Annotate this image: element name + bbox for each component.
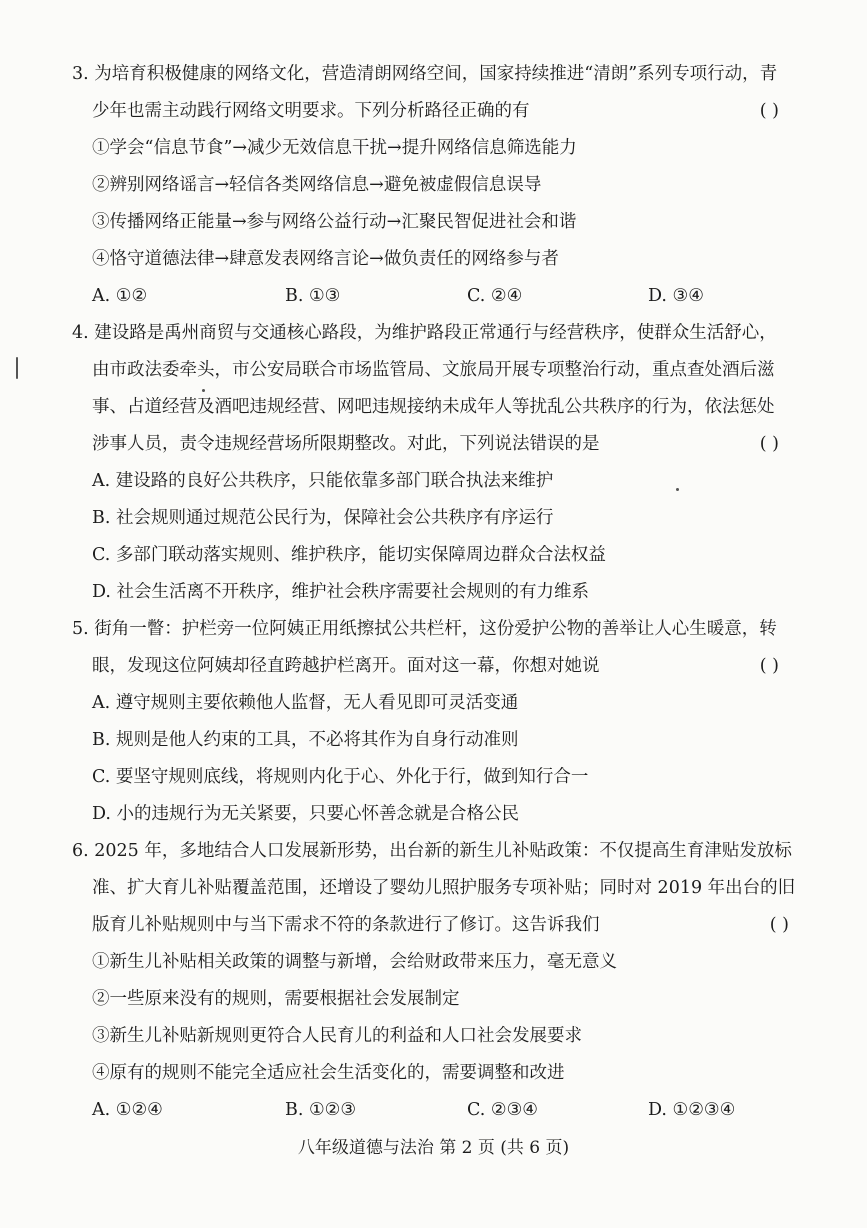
question-4-option-b[interactable]: B. 社会规则通过规范公民行为，保障社会公共秩序有序运行 — [92, 508, 554, 528]
question-5-option-b[interactable]: B. 规则是他人约束的工具，不必将其作为自身行动准则 — [92, 730, 519, 750]
question-3-option-c[interactable]: C. ②④ — [467, 286, 523, 306]
question-6-option-b[interactable]: B. ①②③ — [285, 1100, 357, 1120]
question-3-item-4: ④恪守道德法律→肆意发表网络言论→做负责任的网络参与者 — [92, 249, 559, 269]
question-4-answer-blank[interactable]: ( ) — [759, 434, 779, 454]
question-6-answer-blank[interactable]: ( ) — [769, 915, 789, 935]
question-3-option-b[interactable]: B. ①③ — [285, 286, 341, 306]
question-4-option-d[interactable]: D. 社会生活离不开秩序，维护社会秩序需要社会规则的有力维系 — [92, 582, 590, 602]
question-3-item-1: ①学会“信息节食”→减少无效信息干扰→提升网络信息筛选能力 — [92, 138, 577, 158]
question-3-answer-blank[interactable]: ( ) — [759, 101, 779, 121]
question-3-options — [92, 285, 792, 307]
question-4-stem-line-1: 4. 建设路是禹州商贸与交通核心路段，为维护路段正常通行与经营秩序，使群众生活舒心， — [72, 323, 777, 343]
question-6-item-1: ①新生儿补贴相关政策的调整与新增，会给财政带来压力，毫无意义 — [92, 952, 617, 972]
question-4-stem-line-2: 由市政法委牵头，市公安局联合市场监管局、文旅局开展专项整治行动，重点查处酒后滋 — [92, 360, 775, 380]
question-6-option-c[interactable]: C. ②③④ — [467, 1100, 538, 1120]
question-6-stem-line-3: 版育儿补贴规则中与当下需求不符的条款进行了修订。这告诉我们 — [92, 915, 600, 935]
question-6-item-3: ③新生儿补贴新规则更符合人民育儿的利益和人口社会发展要求 — [92, 1026, 582, 1046]
question-5-stem-line-2: 眼，发现这位阿姨却径直跨越护栏离开。面对这一幕，你想对她说 — [92, 656, 600, 676]
question-6-option-a[interactable]: A. ①②④ — [92, 1100, 163, 1120]
question-5-stem-line-1: 5. 街角一瞥：护栏旁一位阿姨正用纸擦拭公共栏杆，这份爱护公物的善举让人心生暖意，转 — [72, 619, 777, 639]
question-3-item-2: ②辨别网络谣言→轻信各类网络信息→避免被虚假信息误导 — [92, 175, 542, 195]
question-6-option-d[interactable]: D. ①②③④ — [648, 1100, 736, 1120]
question-5-option-c[interactable]: C. 要坚守规则底线，将规则内化于心、外化于行，做到知行合一 — [92, 767, 589, 787]
question-3-option-a[interactable]: A. ①② — [92, 286, 148, 306]
question-6-item-4: ④原有的规则不能完全适应社会生活变化的，需要调整和改进 — [92, 1063, 565, 1083]
scan-speck — [16, 357, 18, 379]
question-5-option-d[interactable]: D. 小的违规行为无关紧要，只要心怀善念就是合格公民 — [92, 804, 520, 824]
question-4-stem-line-4: 涉事人员，责令违规经营场所限期整改。对此，下列说法错误的是 — [92, 434, 600, 454]
question-4-stem-line-3: 事、占道经营及酒吧违规经营、网吧违规接纳未成年人等扰乱公共秩序的行为，依法惩处 — [92, 397, 775, 417]
question-4-option-c[interactable]: C. 多部门联动落实规则、维护秩序，能切实保障周边群众合法权益 — [92, 545, 606, 565]
question-5-answer-blank[interactable]: ( ) — [759, 656, 779, 676]
question-3-stem-line-2: 少年也需主动践行网络文明要求。下列分析路径正确的有 — [92, 101, 530, 121]
question-5-option-a[interactable]: A. 遵守规则主要依赖他人监督，无人看见即可灵活变通 — [92, 693, 519, 713]
question-3-item-3: ③传播网络正能量→参与网络公益行动→汇聚民智促进社会和谐 — [92, 212, 577, 232]
question-6-stem-line-1: 6. 2025 年，多地结合人口发展新形势，出台新的新生儿补贴政策：不仅提高生育津贴发放标 — [72, 841, 792, 861]
question-6-item-2: ②一些原来没有的规则，需要根据社会发展制定 — [92, 989, 460, 1009]
question-6-stem-line-2: 准、扩大育儿补贴覆盖范围，还增设了婴幼儿照护服务专项补贴；同时对 2019 年出台的旧 — [92, 878, 796, 898]
question-4-option-a[interactable]: A. 建设路的良好公共秩序，只能依靠多部门联合执法来维护 — [92, 471, 554, 491]
question-3-option-d[interactable]: D. ③④ — [648, 286, 704, 306]
scan-speck — [676, 488, 679, 491]
question-6-options — [92, 1099, 792, 1121]
scan-speck — [202, 389, 205, 392]
page-footer: 八年级道德与法治 第 2 页 (共 6 页) — [297, 1138, 570, 1158]
question-3-stem-line-1: 3. 为培育积极健康的网络文化，营造清朗网络空间，国家持续推进“清朗”系列专项行动，青 — [72, 64, 778, 84]
